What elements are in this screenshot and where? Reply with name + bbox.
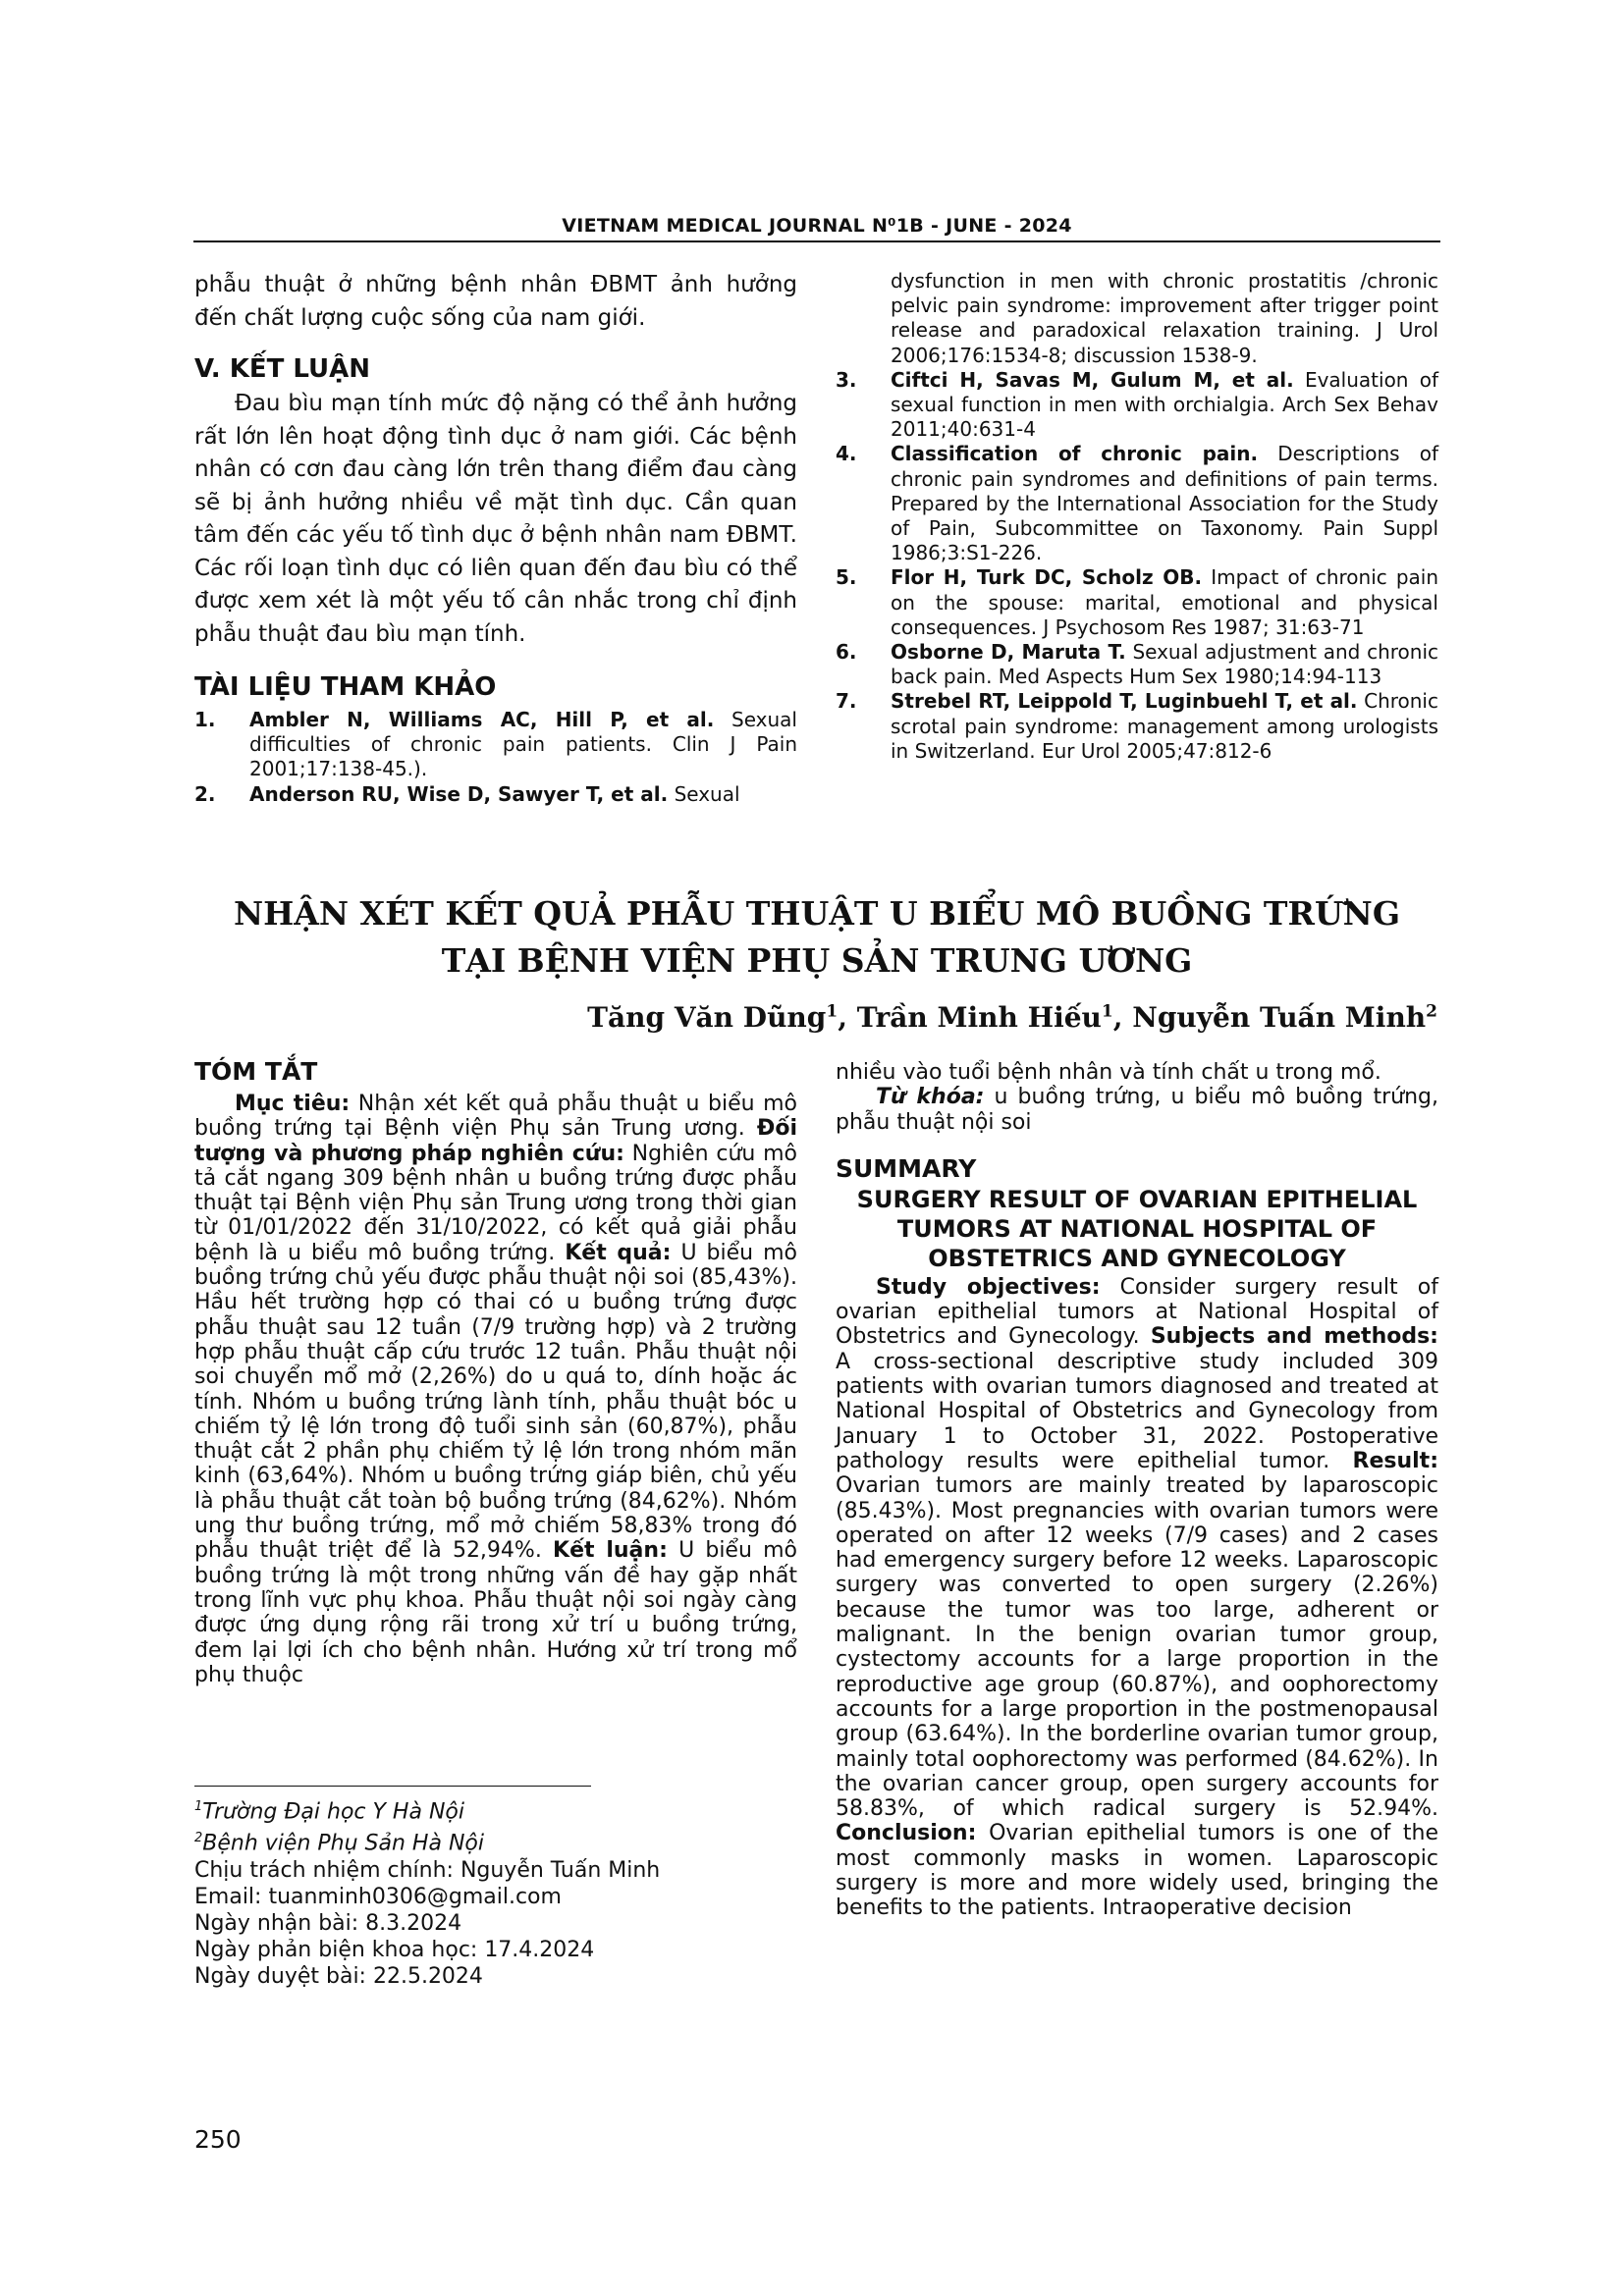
reference-item: 5. Flor H, Turk DC, Scholz OB. Impact of chronic pain on the spouse: marital, emotional and physical consequences. J Psychosom Res 1987; 31:63-71 [836,565,1438,639]
date-received: Ngày nhận bài: 8.3.2024 [194,1910,462,1936]
reference-item: dysfunction in men with chronic prostatitis /chronic pelvic pain syndrome: improvement after trigger point release and paradoxical relaxation training. J Urol 2006;176:1534-8; discussion 1538-9. [891,269,1438,367]
intro-paragraph: phẫu thuật ở những bệnh nhân ĐBMT ảnh hưởng đến chất lượng cuộc sống của nam giới. [194,272,797,331]
reference-item: 2. Anderson RU, Wise D, Sawyer T, et al. Sexual [194,781,740,806]
affiliation-2: $^2$Bệnh viện Phụ Sản Hà Nội [194,1831,484,1856]
reference-item: 7. Strebel RT, Leippold T, Luginbuehl T, et al. Chronic scrotal pain syndrome: management among urologists in Switzerland. Eur Urol 2005;47:812-6 [836,689,1438,763]
reference-item: 3. Ciftci H, Savas M, Gulum M, et al. Evaluation of sexual function in men with orchialgia. Arch Sex Behav 2011;40:631-4 [836,367,1438,442]
author-list: Tăng Văn Dũng$^1$, Trần Minh Hiếu$^1$, Nguyễn Tuấn Minh$^2$ [587,1001,1437,1034]
footnotes [194,1793,797,1990]
abstract-vietnamese [194,1057,797,1687]
author-name: Tăng Văn Dũng [587,1001,827,1034]
references-heading: TÀI LIỆU THAM KHẢO [194,672,497,702]
summary-title-line-3: OBSTETRICS AND GYNECOLOGY [928,1244,1346,1272]
abstract-continuation [836,1060,1438,1921]
date-reviewed: Ngày phản biện khoa học: 17.4.2024 [194,1937,595,1962]
summary-title-line-2: TUMORS AT NATIONAL HOSPITAL OF [896,1214,1378,1243]
reference-item: 4. Classification of chronic pain. Descriptions of chronic pain syndromes and definitions of pain terms. Prepared by the International Association for the Study of Pain, Subcommittee on Taxonomy. Pain Suppl 1986;3:S1-226. [836,442,1438,565]
conclusion-heading: V. KẾT LUẬN [194,354,371,384]
article-title-line-1: NHẬN XÉT KẾT QUẢ PHẪU THUẬT U BIỂU MÔ BUỒNG TRỨNG [233,894,1401,933]
author-name: Trần Minh Hiếu [856,1001,1102,1034]
author-name: Nguyễn Tuấn Minh [1132,1001,1427,1034]
header-rule [193,240,1440,242]
abstract-continuation-text: nhiều vào tuổi bệnh nhân và tính chất u trong mổ. [836,1060,1381,1085]
corresponding-email: Email: tuanminh0306@gmail.com [194,1884,562,1909]
journal-header: VIETNAM MEDICAL JOURNAL N⁰1B - JUNE - 2024 [562,215,1072,237]
page-number: 250 [194,2125,242,2154]
abstract-body: Mục tiêu: Nhận xét kết quả phẫu thuật u biểu mô buồng trứng tại Bệnh viện Phụ sản Trung ương. Đối tượng và phương pháp nghiên cứu: Nghiên cứu mô tả cắt ngang 309 bệnh nhân u buồng trứng được phẫu thuật tại Bệnh viện Phụ sản Trung ương trong thời gian từ 01/01/2022 đến 31/10/2022, có kết quả giải phẫu bệnh là u biểu mô buồng trứng. Kết quả: U biểu mô buồng trứng chủ yếu được phẫu thuật nội soi (85,43%). Hầu hết trường hợp có thai có u buồng trứng được phẫu thuật sau 12 tuần (7/9 trường hợp) và 2 trường hợp phẫu thuật cấp cứu trước 12 tuần. Phẫu thuật nội soi chuyển mổ mở (2,26%) do u quá to, dính hoặc ác tính. Nhóm u buồng trứng lành tính, phẫu thuật bóc u chiếm tỷ lệ lớn trong độ tuổi sinh sản (60,87%), phẫu thuật cắt 2 phần phụ chiếm tỷ lệ lớn trong nhóm mãn kinh (63,64%). Nhóm u buồng trứng giáp biên, chủ yếu là phẫu thuật cắt toàn bộ buồng trứng (84,62%). Nhóm ung thư buồng trứng, mổ mở chiếm 58,83% trong đó phẫu thuật triệt để là 52,94%. Kết luận: U biểu mô buồng trứng là một trong những vấn đề hay gặp nhất trong lĩnh vực phụ khoa. Phẫu thuật nội soi ngày càng được ứng dụng rộng rãi trong xử trí u buồng trứng, đem lại lợi ích cho bệnh nhân. Hướng xử trí trong mổ phụ thuộc [194,1092,798,1687]
summary-body: Study objectives: Consider surgery result of ovarian epithelial tumors at National Hospital of Obstetrics and Gynecology. Subjects and methods: A cross-sectional descriptive study included 309 patients with ovarian tumors diagnosed and treated at National Hospital of Obstetrics and Gynecology from January 1 to October 31, 2022. Postoperative pathology results were epithelial tumor. Result: Ovarian tumors are mainly treated by laparoscopic (85.43%). Most pregnancies with ovarian tumors were operated on after 12 weeks (7/9 cases) and 2 cases had emergency surgery before 12 weeks. Laparoscopic surgery was converted to open surgery (2.26%) because the tumor was too large, adherent or malignant. In the benign ovarian tumor group, cystectomy accounts for a large proportion in the reproductive age group (60.87%), and oophorectomy accounts for a large proportion in the postmenopausal group (63.64%). In the borderline ovarian tumor group, mainly total oophorectomy was performed (84.62%). In the ovarian cancer group, open surgery accounts for 58.83%, of which radical surgery is 52.94%. Conclusion: Ovarian epithelial tumors is one of the most commonly masks in women. Laparoscopic surgery is more and more widely used, bringing the benefits to the patients. Intraoperative decision [836,1274,1438,1921]
abstract-heading: TÓM TẮT [194,1057,318,1086]
article-title-line-2: TẠI BỆNH VIỆN PHỤ SẢN TRUNG ƯƠNG [441,941,1193,980]
references-list-right [836,269,1438,764]
references-list-left [194,708,797,807]
conclusion-paragraph: Đau bìu mạn tính mức độ nặng có thể ảnh hưởng rất lớn lên hoạt động tình dục ở nam giới. Các bệnh nhân có cơn đau càng lớn trên thang điểm đau càng sẽ bị ảnh hưởng nhiều về mặt tình dục. Cần quan tâm đến các yếu tố tình dục ở bệnh nhân nam ĐBMT. Các rối loạn tình dục có liên quan đến đau bìu có thể được xem xét là một yếu tố cân nhắc trong chỉ định phẫu thuật đau bìu mạn tính. [194,391,797,647]
summary-heading: SUMMARY [836,1153,977,1183]
reference-item: 6. Osborne D, Maruta T. Sexual adjustment and chronic back pain. Med Aspects Hum Sex 1980;14:94-113 [836,640,1438,689]
author-affiliation-mark: 1 [1101,1001,1113,1022]
summary-title-line-1: SURGERY RESULT OF OVARIAN EPITHELIAL [856,1185,1418,1213]
affiliation-1: $^1$Trường Đại học Y Hà Nội [194,1799,464,1825]
corresponding-author: Chịu trách nhiệm chính: Nguyễn Tuấn Minh [194,1857,661,1883]
footnote-rule [194,1786,591,1787]
author-affiliation-mark: 2 [1426,1001,1437,1022]
keywords: Từ khóa: u buồng trứng, u biểu mô buồng trứng, phẫu thuật nội soi [836,1085,1438,1135]
date-accepted: Ngày duyệt bài: 22.5.2024 [194,1963,483,1989]
reference-item: 1. Ambler N, Williams AC, Hill P, et al. Sexual difficulties of chronic pain patients. Clin J Pain 2001;17:138-45.). [194,708,797,781]
author-affiliation-mark: 1 [826,1001,839,1022]
previous-article-end [194,269,797,807]
